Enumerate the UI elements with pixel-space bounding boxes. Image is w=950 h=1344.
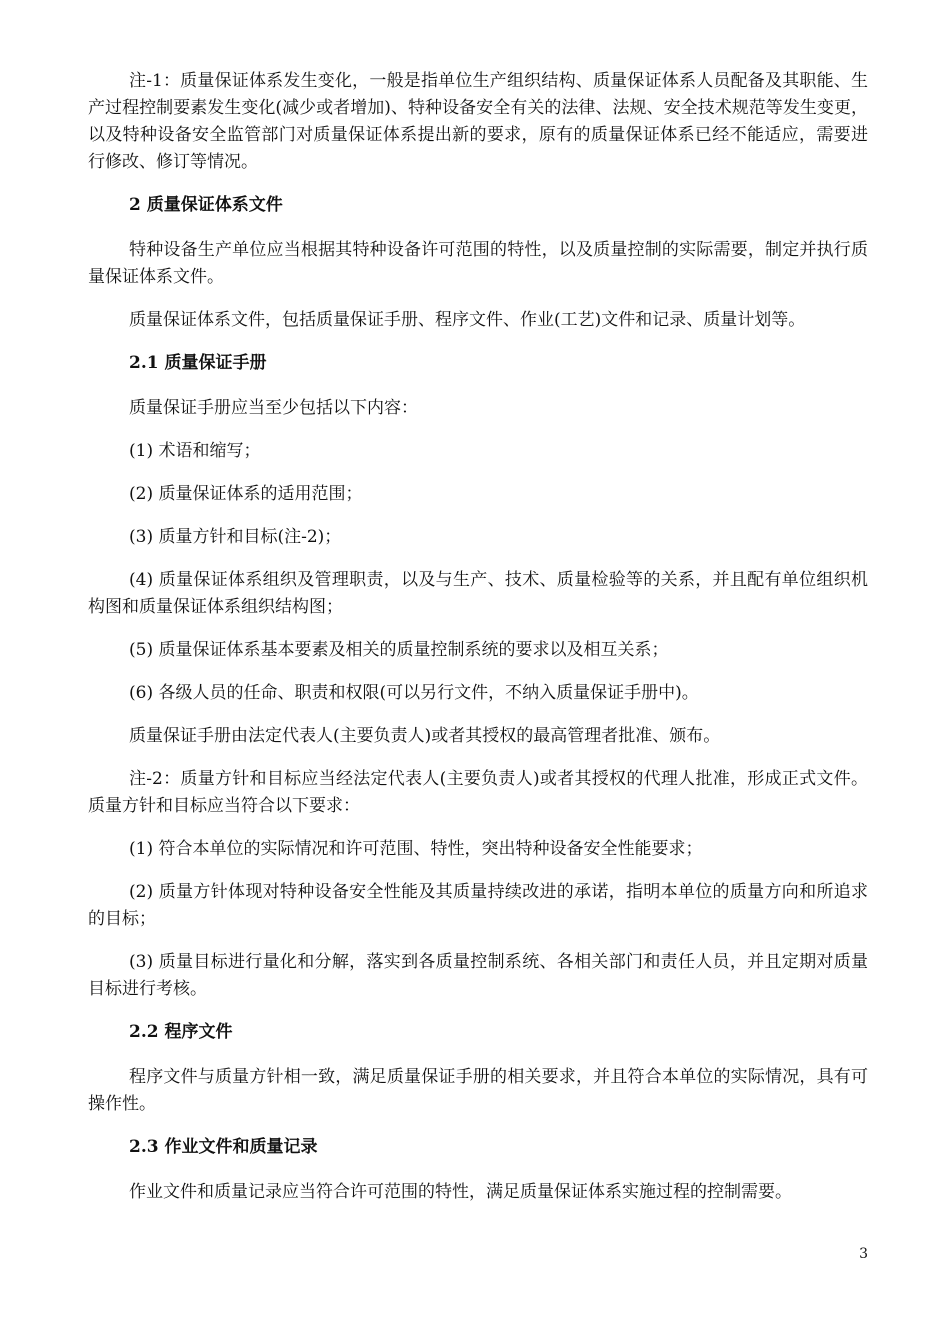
paragraph: 程序文件与质量方针相一致，满足质量保证手册的相关要求，并且符合本单位的实际情况，具有可操作性。 bbox=[88, 1067, 868, 1114]
note-2: 注-2：质量方针和目标应当经法定代表人(主要负责人)或者其授权的代理人批准，形成正式文件。质量方针和目标应当符合以下要求： bbox=[88, 769, 868, 816]
list-item: (1) 符合本单位的实际情况和许可范围、特性，突出特种设备安全性能要求； bbox=[129, 839, 703, 859]
page-number: 3 bbox=[859, 1246, 868, 1262]
section-heading-2-1: 2.1 质量保证手册 bbox=[129, 353, 267, 373]
list-item: (5) 质量保证体系基本要素及相关的质量控制系统的要求以及相互关系； bbox=[129, 640, 669, 660]
note-1: 注-1：质量保证体系发生变化，一般是指单位生产组织结构、质量保证体系人员配备及其职能、生产过程控制要素发生变化(减少或者增加)、特种设备安全有关的法律、法规、安全技术规范等发生变更，以及特种设备安全监管部门对质量保证体系提出新的要求，原有的质量保证体系已经不能适应，需要进行修改、修订等情况。 bbox=[88, 71, 868, 172]
list-item: (3) 质量目标进行量化和分解，落实到各质量控制系统、各相关部门和责任人员，并且定期对质量目标进行考核。 bbox=[88, 952, 868, 999]
document-body bbox=[88, 68, 868, 1222]
section-heading-2-3: 2.3 作业文件和质量记录 bbox=[129, 1137, 318, 1157]
paragraph: 特种设备生产单位应当根据其特种设备许可范围的特性，以及质量控制的实际需要，制定并执行质量保证体系文件。 bbox=[88, 240, 868, 287]
list-item: (6) 各级人员的任命、职责和权限(可以另行文件，不纳入质量保证手册中)。 bbox=[129, 683, 699, 703]
list-item: (1) 术语和缩写； bbox=[129, 441, 261, 461]
list-item: (2) 质量方针体现对特种设备安全性能及其质量持续改进的承诺，指明本单位的质量方向和所追求的目标； bbox=[88, 882, 868, 929]
paragraph: 质量保证手册由法定代表人(主要负责人)或者其授权的最高管理者批准、颁布。 bbox=[129, 726, 721, 746]
section-heading-2: 2 质量保证体系文件 bbox=[129, 195, 283, 215]
list-item: (4) 质量保证体系组织及管理职责，以及与生产、技术、质量检验等的关系，并且配有单位组织机构图和质量保证体系组织结构图； bbox=[88, 570, 868, 617]
section-heading-2-2: 2.2 程序文件 bbox=[129, 1022, 233, 1042]
paragraph: 质量保证体系文件，包括质量保证手册、程序文件、作业(工艺)文件和记录、质量计划等。 bbox=[129, 310, 806, 330]
list-item: (2) 质量保证体系的适用范围； bbox=[129, 484, 363, 504]
paragraph: 作业文件和质量记录应当符合许可范围的特性，满足质量保证体系实施过程的控制需要。 bbox=[129, 1182, 792, 1202]
list-item: (3) 质量方针和目标(注-2)； bbox=[129, 527, 342, 547]
paragraph: 质量保证手册应当至少包括以下内容： bbox=[129, 398, 418, 418]
